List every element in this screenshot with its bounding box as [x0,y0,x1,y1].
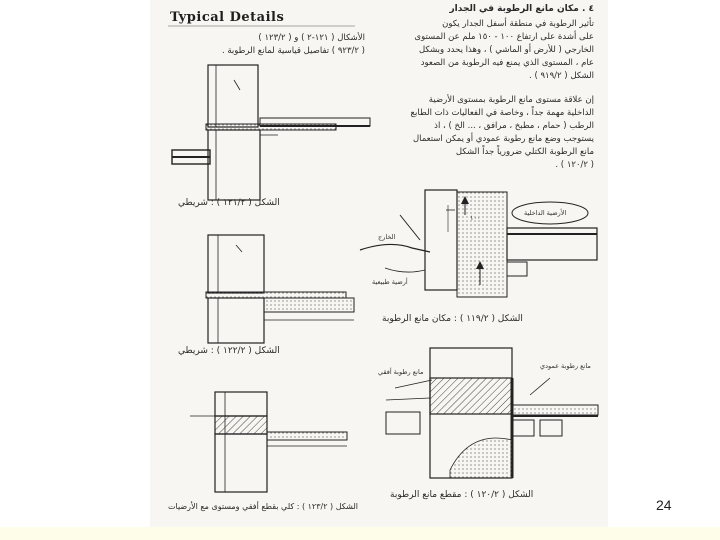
label-natural-ground: أرضية طبيعية [372,278,408,286]
caption-fig-2: الشكل ( ١٢٢/٢ ) : شريطي [178,346,280,356]
label-outside: الخارج [378,233,396,241]
paragraph-1: تأثير الرطوبة في منطقة أسفل الجدار يكون على أشدة على ارتفاع ١٠٠ - ١٥٠ ملم عن المستوى الخارجي ( للأرض أو الماشي ) ، وهذا يحدد وبشكل عام ، المستوى الذي يمنع فيه الرطوبة من الصعود الشكل ( ٩١٩/٢ ) . [414,19,594,81]
caption-fig-3: الشكل ( ١٢٣/٢ ) : كلي بقطع أفقي ومستوى مع الأرضيات [168,502,358,511]
footer-band [0,527,720,540]
figure-3-drawing [190,392,347,492]
figure-2-drawing [206,235,354,343]
label-interior-floor: الأرضية الداخلية [524,209,567,217]
slide-number: 24 [656,497,672,513]
paragraph-2: إن علاقة مستوى مانع الرطوبة بمستوى الأرضية الداخلية مهمة جداً ، وخاصة في الفعاليات ذات الطابع الرطب ( حمام ، مطبخ ، مرافق ، ... الخ ) ، اذ يستوجب وضع مانع رطوبة عمودي أو يمكن استعمال مانع الرطوبة الكتلي ضرورياً جداً الشكل ( ١٢٠/٢ ) . [410,95,594,170]
label-dimension: ١٠٠ [470,214,481,222]
caption-fig-1: الشكل ( ١٢١/٢ ) : شريطي [178,198,280,208]
label-horizontal-dpc: مانع رطوبة أفقي [378,368,424,376]
left-intro-text: الأشكال ( ١٢١-٢ ) و ( ١٢٣/٢ ) ( ٩٢٣/٢ ) تفاصيل قياسية لمانع الرطوبة . [221,33,365,56]
section-heading: ٤ . مكان مانع الرطوبة في الجدار [449,4,594,14]
caption-fig-4: الشكل ( ١١٩/٢ ) : مكان مانع الرطوبة [382,314,523,324]
label-vertical-dpc: مانع رطوبة عمودي [540,362,591,370]
caption-fig-5: الشكل ( ١٢٠/٢ ) : مقطع مانع الرطوبة [390,490,534,500]
figure-1-drawing [172,65,370,200]
page-title: Typical Details [170,10,285,25]
